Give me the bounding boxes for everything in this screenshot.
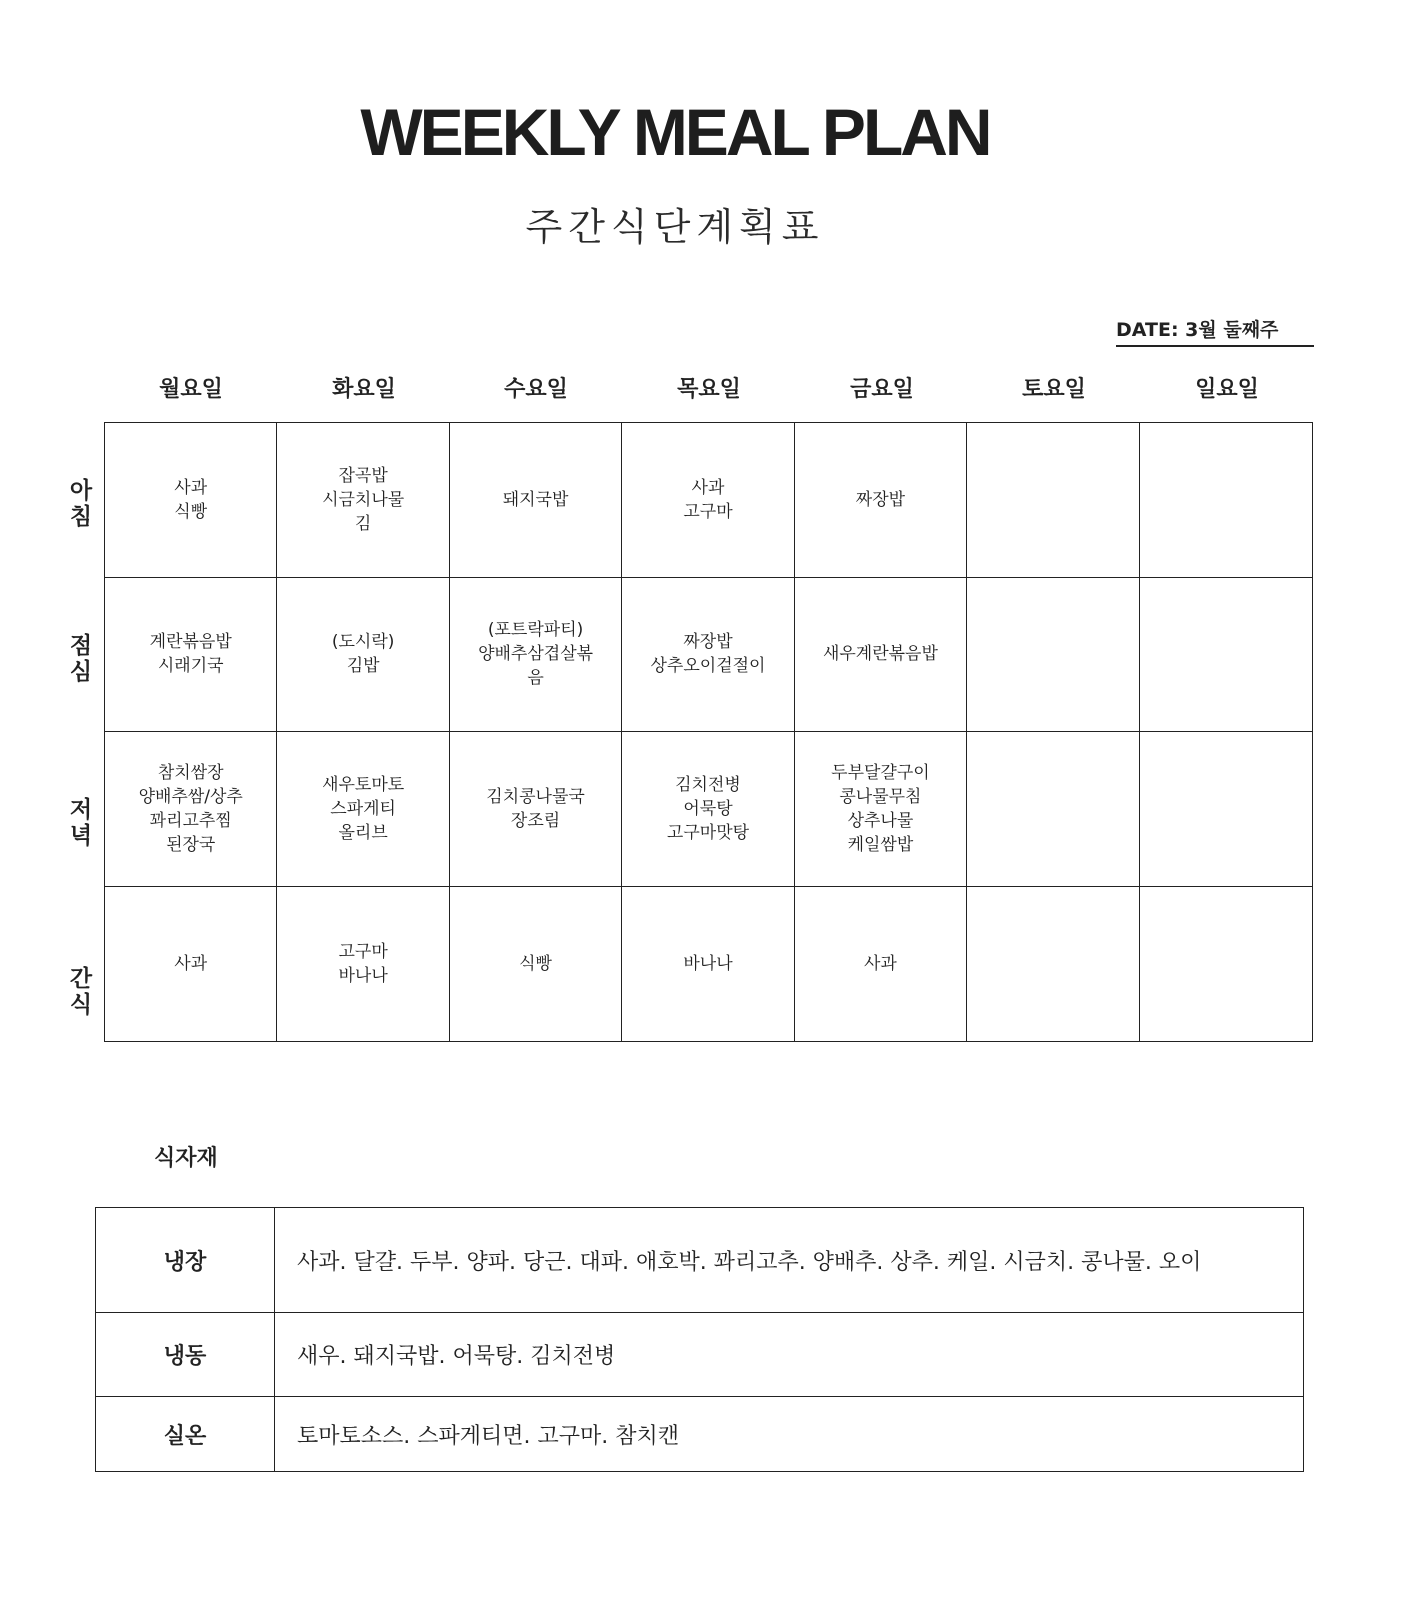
ingredients-heading: 식자재: [154, 1146, 218, 1171]
day-header-wednesday: 수요일: [504, 377, 568, 402]
ingredients-items: 새우. 돼지국밥. 어묵탕. 김치전병: [297, 1344, 616, 1369]
ingredients-row-room-temp: [96, 1397, 1303, 1471]
page-subtitle: 주간식단계획표: [525, 205, 825, 249]
meal-cell: 돼지국밥: [450, 423, 622, 578]
meal-cell: [967, 887, 1139, 1042]
ingredients-table: [95, 1207, 1304, 1472]
meal-label-snack: [62, 966, 100, 1018]
date-field: DATE: 3월 둘째주: [1116, 318, 1314, 347]
meal-cell: 두부달걀구이 콩나물무침 상추나물 케일쌈밥: [795, 732, 967, 887]
meal-cell: 식빵: [450, 887, 622, 1042]
meal-cell: 짜장밥 상추오이겉절이: [622, 578, 794, 733]
day-header-thursday: 목요일: [677, 377, 741, 402]
meal-label-lunch: [62, 633, 100, 685]
meal-cell: 김치콩나물국 장조림: [450, 732, 622, 887]
ingredients-row-freezer: [96, 1313, 1303, 1397]
meal-label-dinner: [62, 797, 100, 849]
meal-cell: 사과 식빵: [105, 423, 277, 578]
meal-cell: 사과: [105, 887, 277, 1042]
meal-cell: 계란볶음밥 시래기국: [105, 578, 277, 733]
ingredients-items: 사과. 달걀. 두부. 양파. 당근. 대파. 애호박. 꽈리고추. 양배추. 상추. 케일. 시금치. 콩나물. 오이: [297, 1249, 1202, 1275]
meal-cell: (도시락) 김밥: [277, 578, 449, 733]
meal-cell: 새우계란볶음밥: [795, 578, 967, 733]
meal-cell: 사과: [795, 887, 967, 1042]
day-header-saturday: 토요일: [1022, 377, 1086, 402]
meal-label-char: 간: [69, 966, 93, 992]
ingredients-row-fridge: [96, 1208, 1303, 1313]
meal-label-char: 식: [69, 992, 93, 1018]
meal-label-char: 침: [69, 504, 93, 530]
meal-cell: 짜장밥: [795, 423, 967, 578]
meal-label-char: 심: [69, 659, 93, 685]
meal-cell: 고구마 바나나: [277, 887, 449, 1042]
meal-cell: 참치쌈장 양배추쌈/상추 꽈리고추찜 된장국: [105, 732, 277, 887]
meal-label-char: 점: [69, 633, 93, 659]
meal-cell: [967, 578, 1139, 733]
meal-cell: 김치전병 어묵탕 고구마맛탕: [622, 732, 794, 887]
meal-cell: [1140, 887, 1312, 1042]
ingredients-label: 냉장: [96, 1208, 275, 1312]
meal-cell: [967, 732, 1139, 887]
meal-cell: [1140, 423, 1312, 578]
day-header-tuesday: 화요일: [332, 377, 396, 402]
meal-plan-grid: [104, 422, 1313, 1042]
meal-cell: 바나나: [622, 887, 794, 1042]
meal-cell: 잡곡밥 시금치나물 김: [277, 423, 449, 578]
ingredients-label: 냉동: [96, 1313, 275, 1396]
meal-cell: 새우토마토 스파게티 올리브: [277, 732, 449, 887]
meal-label-char: 아: [69, 478, 93, 504]
meal-label-char: 녁: [69, 823, 93, 849]
meal-cell: [1140, 578, 1312, 733]
ingredients-label: 실온: [96, 1397, 275, 1471]
day-header-monday: 월요일: [159, 377, 223, 402]
ingredients-items: 토마토소스. 스파게티면. 고구마. 참치캔: [297, 1423, 679, 1449]
day-header-friday: 금요일: [850, 377, 914, 402]
meal-label-breakfast: [62, 478, 100, 530]
meal-cell: (포트락파티) 양배추삼겹살볶 음: [450, 578, 622, 733]
meal-cell: [1140, 732, 1312, 887]
page-title: WEEKLY MEAL PLAN: [360, 95, 990, 169]
meal-cell: [967, 423, 1139, 578]
meal-cell: 사과 고구마: [622, 423, 794, 578]
meal-label-char: 저: [69, 797, 93, 823]
day-header-sunday: 일요일: [1195, 377, 1259, 402]
